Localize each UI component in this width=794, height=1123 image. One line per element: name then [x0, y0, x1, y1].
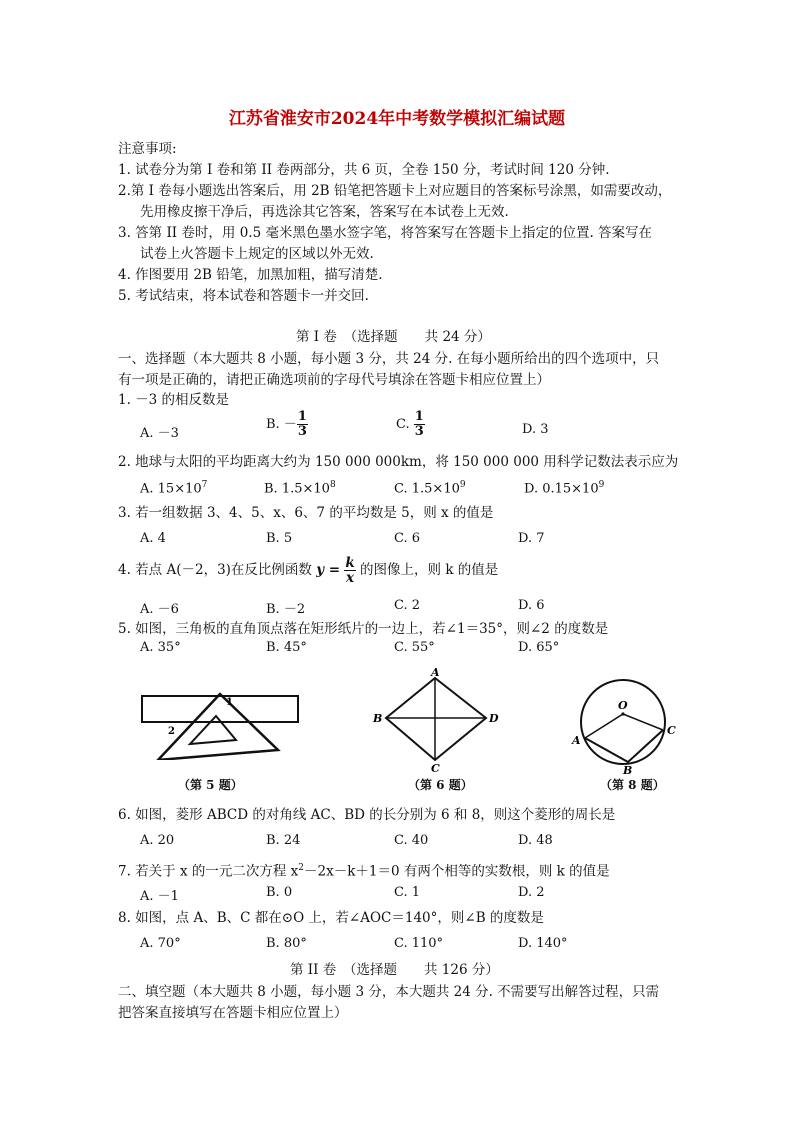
vertex-c-label: C [431, 762, 440, 774]
q8-option-b: B. 80° [266, 936, 307, 951]
q1-option-a: A. －3 [140, 426, 179, 441]
note-item: 试卷上火答题卡上规定的区域以外无效. [140, 246, 374, 262]
figure-8-circle [570, 676, 680, 776]
angle-2-label: 2 [168, 726, 175, 737]
q5-option-b: B. 45° [266, 640, 307, 655]
q5-option-a: A. 35° [140, 640, 181, 655]
q3-option-d: D. 7 [518, 531, 545, 546]
numerator: 1 [297, 409, 307, 424]
q3-option-b: B. 5 [266, 531, 293, 546]
rectangle-paper [142, 696, 298, 722]
rhombus-outline [386, 678, 486, 760]
q1-option-b [266, 410, 308, 439]
denominator: x [346, 570, 355, 586]
q1-fraction-b [297, 410, 308, 439]
q3-option-a: A. 4 [140, 531, 166, 546]
question-4-stem [118, 556, 498, 585]
q4-option-b: B. －2 [266, 602, 306, 617]
q7-option-c: C. 1 [394, 885, 421, 900]
vertex-a-label: A [431, 668, 440, 679]
question-5-stem: 5. 如图，三角板的直角顶点落在矩形纸片的一边上，若∠1＝35°，则∠2 的度数是 [118, 621, 609, 637]
q7-option-b: B. 0 [266, 885, 293, 900]
q2-c-base: C. 1.5×10 [394, 481, 460, 497]
q8-option-d: D. 140° [518, 936, 568, 951]
q4-fraction [344, 556, 355, 585]
denominator: 3 [414, 424, 424, 439]
denominator: 3 [297, 424, 307, 439]
q8-option-a: A. 70° [140, 936, 181, 951]
part2-intro: 把答案直接填写在答题卡相应位置上） [118, 1005, 348, 1021]
q7-stem-pre: 7. 若关于 x 的一元二次方程 x [118, 863, 299, 880]
q2-c-exp: 9 [459, 480, 466, 490]
chords-ab-bc [585, 730, 663, 762]
notes-heading: 注意事项: [118, 141, 177, 157]
note-item: 4. 作图要用 2B 铅笔，加黑加粗，描写清楚. [118, 267, 383, 283]
q6-option-a: A. 20 [140, 833, 175, 848]
page-title: 江苏省淮安市2024年中考数学模拟汇编试题 [228, 109, 566, 129]
figure-6-rhombus [370, 668, 500, 774]
question-3-stem: 3. 若一组数据 3、4、5、x、6、7 的平均数是 5，则 x 的值是 [118, 505, 494, 521]
question-8-stem: 8. 如图，点 A、B、C 都在⊙O 上，若∠AOC＝140°，则∠B 的度数是 [118, 910, 544, 926]
q5-option-c: C. 55° [394, 640, 435, 655]
part2-intro: 二、填空题（本大题共 8 小题，每小题 3 分，本大题共 24 分. 不需要写出解答过程，只需 [118, 984, 660, 1000]
angle-1-label: 1 [226, 697, 233, 708]
point-b-label: B [623, 764, 633, 776]
vertex-b-label: B [373, 712, 383, 725]
q2-option-d [524, 480, 604, 496]
q1-option-c-prefix: C. [396, 417, 410, 432]
part2-heading: 第 II 卷 （选择题 共 126 分） [290, 962, 499, 978]
q4-stem-post: 的图像上，则 k 的值是 [360, 562, 499, 578]
q4-option-c: C. 2 [394, 598, 421, 613]
figure-5-diagram [138, 690, 308, 760]
point-a-label: A [572, 734, 581, 747]
q2-a-base: A. 15×10 [140, 481, 202, 497]
q7-stem-post: －2x－k＋1＝0 有两个相等的实数根，则 k 的值是 [304, 863, 610, 880]
q7-option-d: D. 2 [518, 885, 545, 900]
q4-option-d: D. 6 [518, 598, 545, 613]
q7-exponent: 2 [298, 863, 305, 873]
center-point [621, 712, 624, 715]
q7-option-a: A. －1 [140, 889, 179, 904]
q2-option-a [140, 480, 207, 496]
q8-option-c: C. 110° [394, 936, 444, 951]
figure-8-caption: （第 8 题） [600, 778, 665, 792]
part1-intro: 有一项是正确的，请把正确选项前的字母代号填涂在答题卡相应位置上） [118, 372, 550, 388]
q3-option-c: C. 6 [394, 531, 421, 546]
q6-option-d: D. 48 [518, 833, 553, 848]
question-1-stem: 1. －3 的相反数是 [118, 392, 230, 408]
q1-option-d: D. 3 [522, 422, 549, 437]
triangle-ruler [158, 694, 278, 760]
q6-option-b: B. 24 [266, 833, 301, 848]
q2-b-exp: 8 [329, 480, 336, 490]
q1-option-c [396, 410, 425, 439]
radii-oa-oc [585, 714, 663, 738]
part1-intro: 一、选择题（本大题共 8 小题，每小题 3 分，共 24 分. 在每小题所给出的四个选项中，只 [118, 351, 660, 367]
note-item: 3. 答第 II 卷时，用 0.5 毫米黑色墨水签字笔，将答案写在答题卡上指定的位置. 答案写在 [118, 225, 653, 241]
q4-stem-pre: 4. 若点 A(－2，3)在反比例函数 [118, 562, 312, 578]
q5-option-d: D. 65° [518, 640, 560, 655]
q6-option-c: C. 40 [394, 833, 429, 848]
note-item: 先用橡皮擦干净后，再选涂其它答案，答案写在本试卷上无效. [140, 204, 509, 220]
question-2-stem: 2. 地球与太阳的平均距离大约为 150 000 000km，将 150 000 000 用科学记数法表示应为 [118, 454, 679, 470]
note-item: 1. 试卷分为第 I 卷和第 II 卷两部分，共 6 页，全卷 150 分，考试时间 120 分钟. [118, 162, 610, 178]
part1-heading: 第 I 卷 （选择题 共 24 分） [296, 329, 491, 345]
q2-option-b [264, 480, 336, 496]
circle-o [581, 680, 665, 764]
q4-option-a: A. －6 [140, 602, 179, 617]
q1-fraction-c [414, 410, 425, 439]
q2-b-base: B. 1.5×10 [264, 481, 330, 497]
numerator: 1 [414, 409, 424, 424]
q2-option-c [394, 480, 466, 496]
question-6-stem: 6. 如图，菱形 ABCD 的对角线 AC、BD 的长分别为 6 和 8，则这个菱形的周长是 [118, 807, 616, 823]
figure-6-caption: （第 6 题） [408, 778, 473, 792]
q2-d-base: D. 0.15×10 [524, 481, 599, 497]
vertex-d-label: D [489, 712, 499, 725]
figure-5-caption: （第 5 题） [178, 778, 243, 792]
point-o-label: O [618, 699, 628, 712]
question-7-stem [118, 858, 610, 882]
q1-option-b-prefix: B. － [266, 417, 297, 432]
q4-y-eq: y = [316, 562, 341, 578]
point-c-label: C [667, 724, 676, 737]
note-item: 2.第 I 卷每小题选出答案后，用 2B 铅笔把答题卡上对应题目的答案标号涂黑，如需要改动， [118, 183, 672, 199]
q2-d-exp: 9 [598, 480, 605, 490]
q2-a-exp: 7 [201, 480, 208, 490]
numerator: k [345, 555, 355, 571]
note-item: 5. 考试结束，将本试卷和答题卡一并交回. [118, 288, 369, 304]
